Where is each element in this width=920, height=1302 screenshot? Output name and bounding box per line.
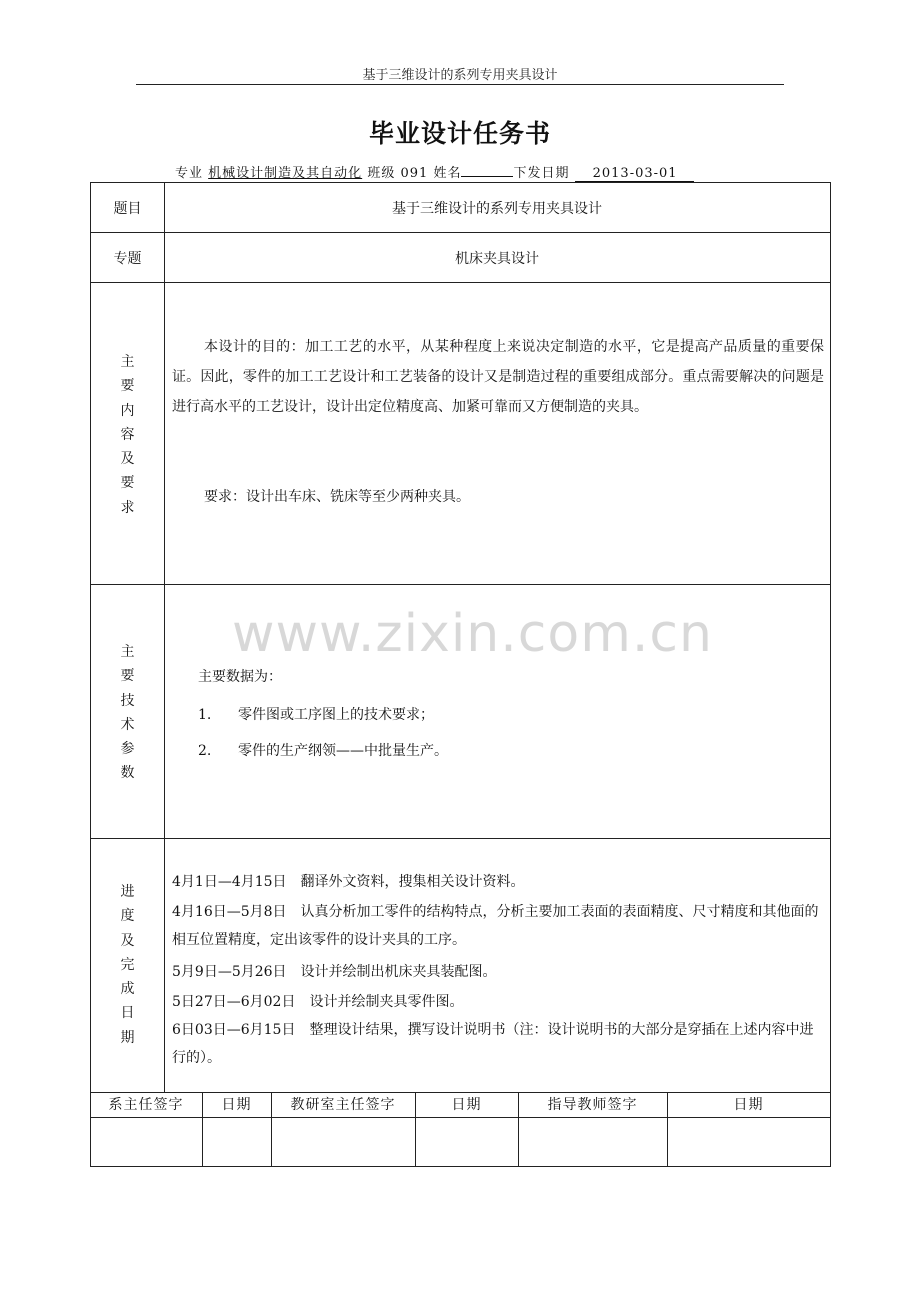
content-label: 主 要 内 容 及 要 求 xyxy=(120,354,135,516)
class-label: 班级 xyxy=(367,166,396,181)
sig-header-date: 日期 xyxy=(451,1097,482,1113)
tech-item-text: 零件的生产纲领——中批量生产。 xyxy=(238,743,448,759)
row-divider xyxy=(90,584,831,585)
row-divider xyxy=(90,838,831,839)
sig-header-advisor: 指导教师签字 xyxy=(547,1097,638,1113)
subject-label: 专题 xyxy=(113,251,142,267)
date-label: 下发日期 xyxy=(513,166,570,181)
progress-label: 进 度 及 完 成 日 期 xyxy=(120,884,135,1046)
header-rule xyxy=(136,84,784,85)
content-paragraph: 本设计的目的：加工工艺的水平，从某种程度上来说决定制造的水平，它是提高产品质量的重要保证。因此，零件的加工工艺设计和工艺装备的设计又是制造过程的重要组成部分。重点需要解决的问题是进行高水平的工艺设计，设计出定位精度高、加紧可靠而又方便制造的夹具。 xyxy=(172,339,824,415)
sig-header-section-head: 教研室主任签字 xyxy=(290,1097,396,1113)
major-value: 机械设计制造及其自动化 xyxy=(208,166,363,181)
topic-label: 题目 xyxy=(113,201,142,217)
tech-item xyxy=(198,704,434,724)
document-title: 毕业设计任务书 xyxy=(368,119,551,148)
progress-item: 5月9日—5月26日 设计并绘制出机床夹具装配图。 xyxy=(172,964,497,980)
sig-header-dept-head: 系主任签字 xyxy=(108,1097,184,1113)
subject-value: 机床夹具设计 xyxy=(455,251,539,267)
sig-header-date: 日期 xyxy=(733,1097,764,1113)
progress-item: 4月16日—5月8日 认真分析加工零件的结构特点，分析主要加工表面的表面精度、尺寸精度和其他面的相互位置精度，定出该零件的设计夹具的工序。 xyxy=(172,904,819,948)
row-divider xyxy=(90,282,831,283)
meta-line xyxy=(175,162,694,182)
progress-item: 5日27日—6月02日 设计并绘制夹具零件图。 xyxy=(172,994,464,1010)
sig-header-date: 日期 xyxy=(221,1097,252,1113)
tech-item xyxy=(198,740,448,760)
name-label: 姓名 xyxy=(433,166,462,181)
progress-item: 6日03日—6月15日 整理设计结果，撰写设计说明书（注：设计说明书的大部分是穿插在上述内容中进行的）。 xyxy=(172,1022,814,1066)
tech-item-text: 零件图或工序图上的技术要求； xyxy=(238,707,434,723)
class-value: 091 xyxy=(400,166,429,181)
date-value: 2013-03-01 xyxy=(575,166,694,182)
label-column-divider xyxy=(164,182,165,1093)
content-requirement: 要求：设计出车床、铣床等至少两种夹具。 xyxy=(204,489,470,505)
tech-intro: 主要数据为： xyxy=(198,669,282,685)
topic-value: 基于三维设计的系列专用夹具设计 xyxy=(392,201,602,217)
tech-item-num: 1. xyxy=(198,707,212,723)
name-blank xyxy=(461,164,513,177)
major-label: 专业 xyxy=(175,166,204,181)
row-divider xyxy=(90,232,831,233)
progress-item: 4月1日—4月15日 翻译外文资料，搜集相关设计资料。 xyxy=(172,874,525,890)
tech-label: 主 要 技 术 参 数 xyxy=(120,644,135,782)
running-header: 基于三维设计的系列专用夹具设计 xyxy=(362,68,558,83)
tech-item-num: 2. xyxy=(198,743,212,759)
watermark: www.zixin.com.cn xyxy=(232,604,713,664)
